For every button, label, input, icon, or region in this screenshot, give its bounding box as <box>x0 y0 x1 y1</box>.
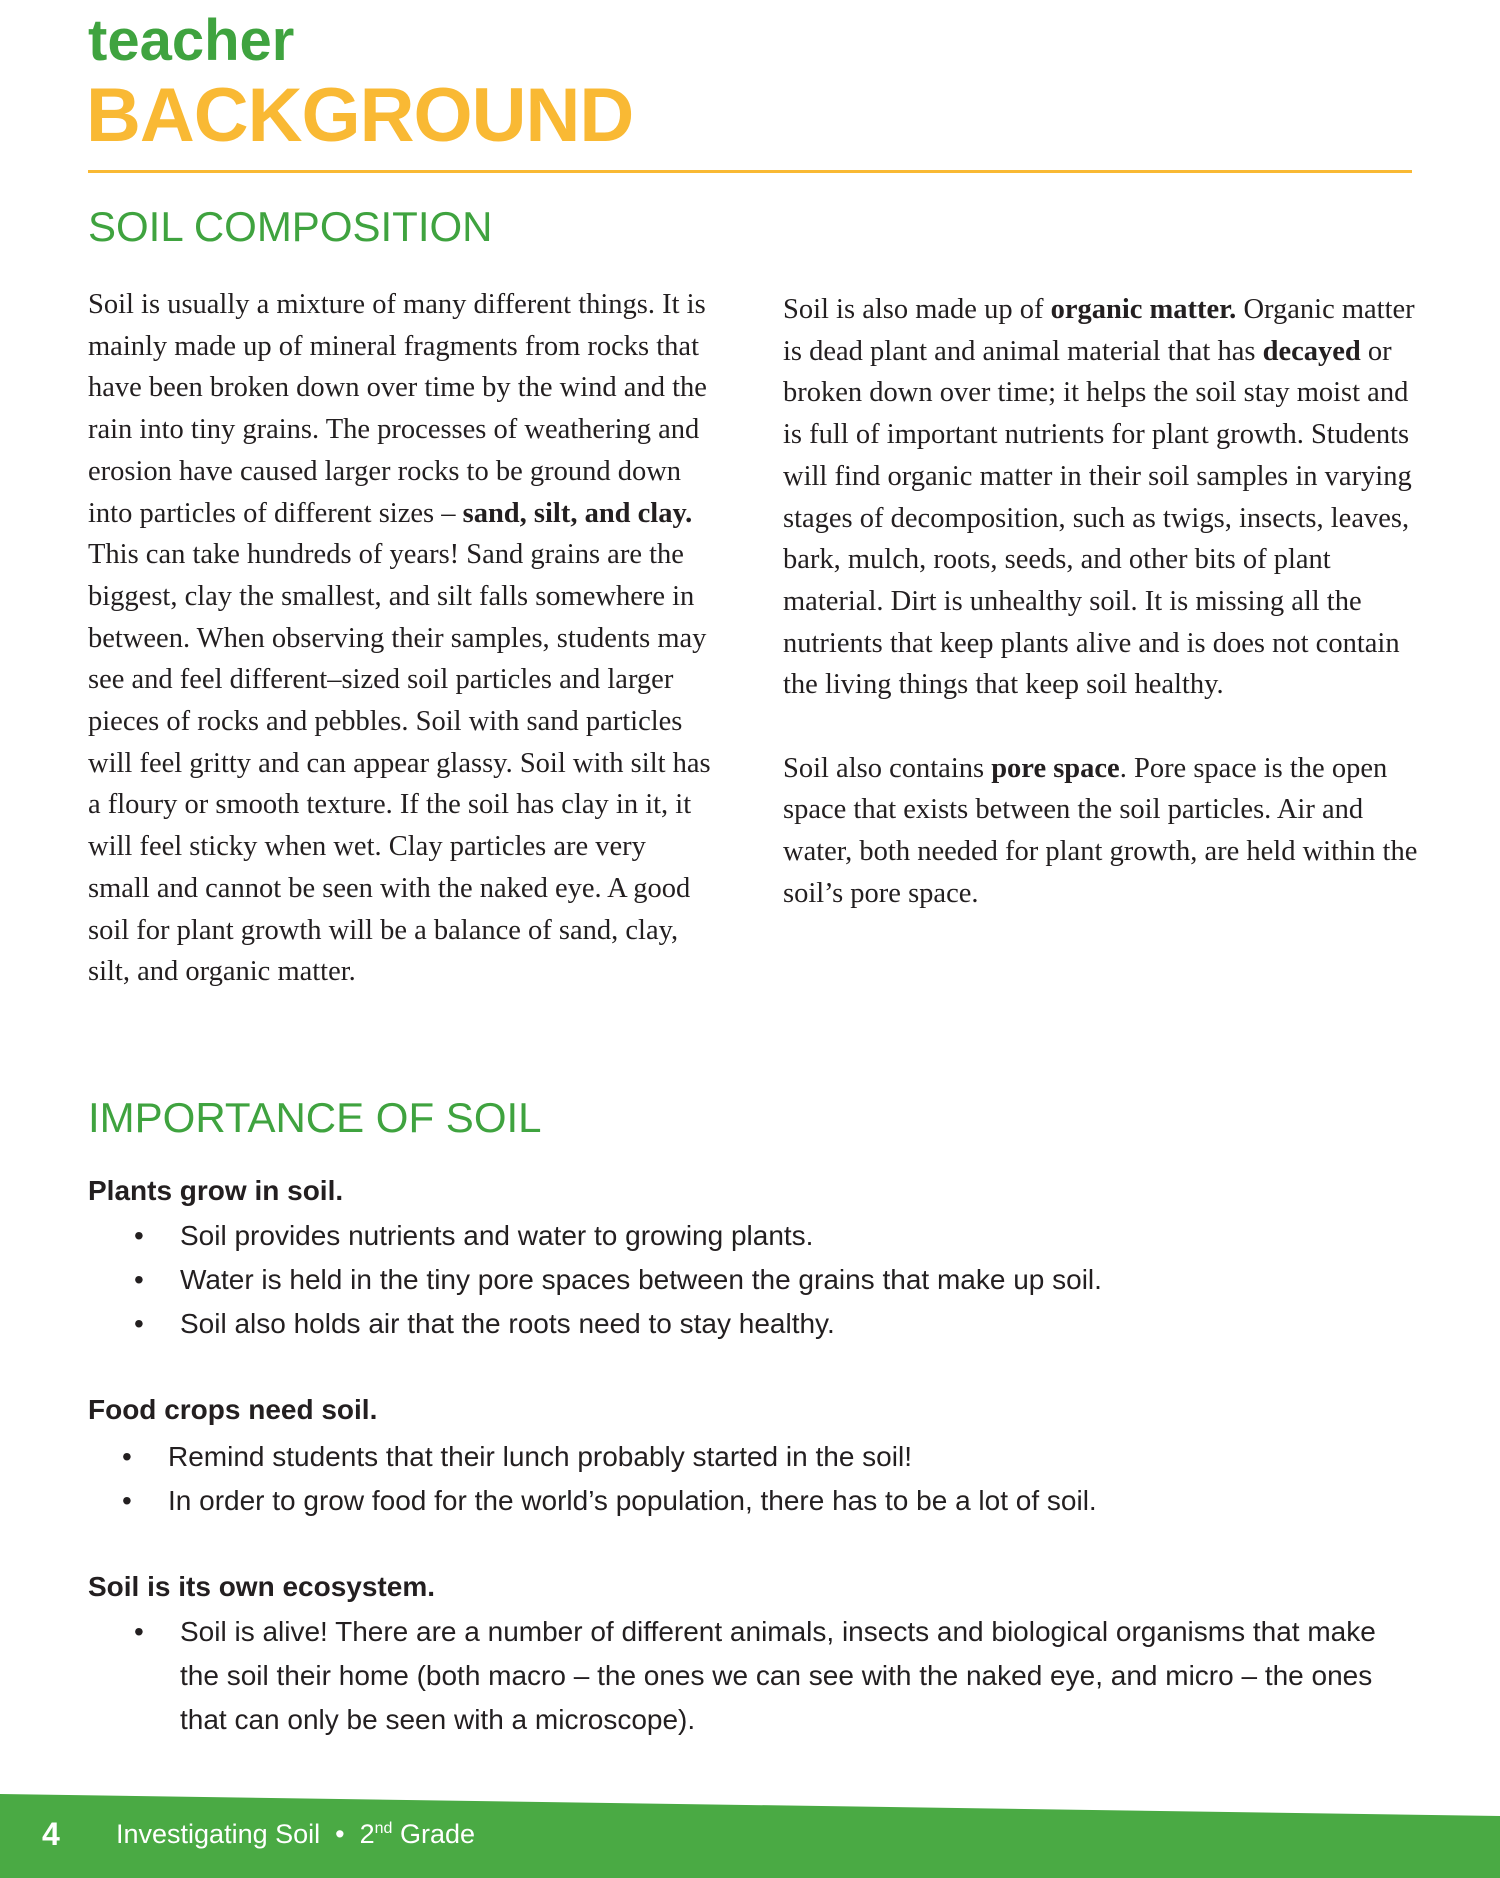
list-plants-grow <box>134 1214 1434 1346</box>
footer-course: Investigating Soil <box>116 1819 321 1849</box>
list-item: • Soil provides nutrients and water to growing plants. <box>134 1214 1434 1258</box>
list-item: • In order to grow food for the world’s population, there has to be a lot of soil. <box>122 1479 1422 1523</box>
paragraph-mineral-fragments: Soil is usually a mixture of many different things. It is mainly made up of mineral fragments from rocks that have been broken down over time by the wind and the rain into tiny grains. The processes of weathering and erosion have caused larger rocks to be ground down into particles of different sizes – sand, silt, and clay. This can take hundreds of years! Sand grains are the biggest, clay the smallest, and silt falls somewhere in between. When observing their samples, students may see and feel different–sized soil particles and larger pieces of rocks and pebbles. Soil with sand particles will feel gritty and can appear glassy. Soil with silt has a floury or smooth texture. If the soil has clay in it, it will feel sticky when wet. Clay particles are very small and cannot be seen with the naked eye. A good soil for plant growth will be a balance of sand, clay, silt, and organic matter. <box>88 289 711 988</box>
subheading-ecosystem: Soil is its own ecosystem. <box>88 1571 436 1602</box>
paragraph-pore-space: Soil also contains pore space. Pore space is the open space that exists between the soil particles. Air and water, both needed for plant growth, are held within the soil’s pore space. <box>783 752 1418 909</box>
footer-separator-icon: • <box>335 1819 345 1849</box>
footer-grade-number: 2 <box>359 1819 375 1849</box>
section-heading-soil-composition: SOIL COMPOSITION <box>88 203 493 250</box>
footer-course-label <box>116 1818 475 1850</box>
list-item: • Water is held in the tiny pore spaces between the grains that make up soil. <box>134 1258 1434 1302</box>
bullet-icon: • <box>134 1220 144 1251</box>
bullet-icon: • <box>122 1485 132 1516</box>
bullet-icon: • <box>134 1308 144 1339</box>
subheading-food-crops: Food crops need soil. <box>88 1394 378 1425</box>
header-title-small: teacher <box>88 8 295 73</box>
bullet-icon: • <box>122 1441 132 1472</box>
list-item: • Soil is alive! There are a number of different animals, insects and biological organisms that make the soil their home (both macro – the ones we can see with the naked eye, and micro – the ones that can only be seen with a microscope). <box>134 1610 1414 1742</box>
section-heading-importance-of-soil: IMPORTANCE OF SOIL <box>88 1094 542 1141</box>
soil-composition-left-column <box>88 284 713 993</box>
list-item: • Soil also holds air that the roots need to stay healthy. <box>134 1302 1434 1346</box>
bullet-icon: • <box>134 1616 144 1647</box>
term-pore-space: pore space <box>991 752 1120 784</box>
subheading-plants-grow: Plants grow in soil. <box>88 1175 344 1206</box>
list-ecosystem <box>134 1610 1414 1742</box>
list-item: • Remind students that their lunch probably started in the soil! <box>122 1435 1422 1479</box>
paragraph-organic-matter: Soil is also made up of organic matter. Organic matter is dead plant and animal material that has decayed or broken down over time; it helps the soil stay moist and is full of important nutrients for plant growth. Students will find organic matter in their soil samples in varying stages of decomposition, such as twigs, insects, leaves, bark, mulch, roots, seeds, and other bits of plant material. Dirt is unhealthy soil. It is missing all the nutrients that keep plants alive and is does not contain the living things that keep soil healthy. <box>783 294 1415 701</box>
soil-composition-right-column <box>783 289 1423 915</box>
header-divider <box>88 170 1412 173</box>
footer-grade-word: Grade <box>399 1819 475 1849</box>
term-sand-silt-clay: sand, silt, and clay. <box>462 497 693 529</box>
term-organic-matter: organic matter. <box>1050 294 1237 325</box>
term-decayed: decayed <box>1262 335 1361 367</box>
page-number: 4 <box>42 1816 60 1852</box>
bullet-icon: • <box>134 1264 144 1295</box>
header-title-large: BACKGROUND <box>86 73 634 158</box>
footer-grade-suffix: nd <box>374 1820 393 1837</box>
list-food-crops <box>122 1435 1422 1523</box>
